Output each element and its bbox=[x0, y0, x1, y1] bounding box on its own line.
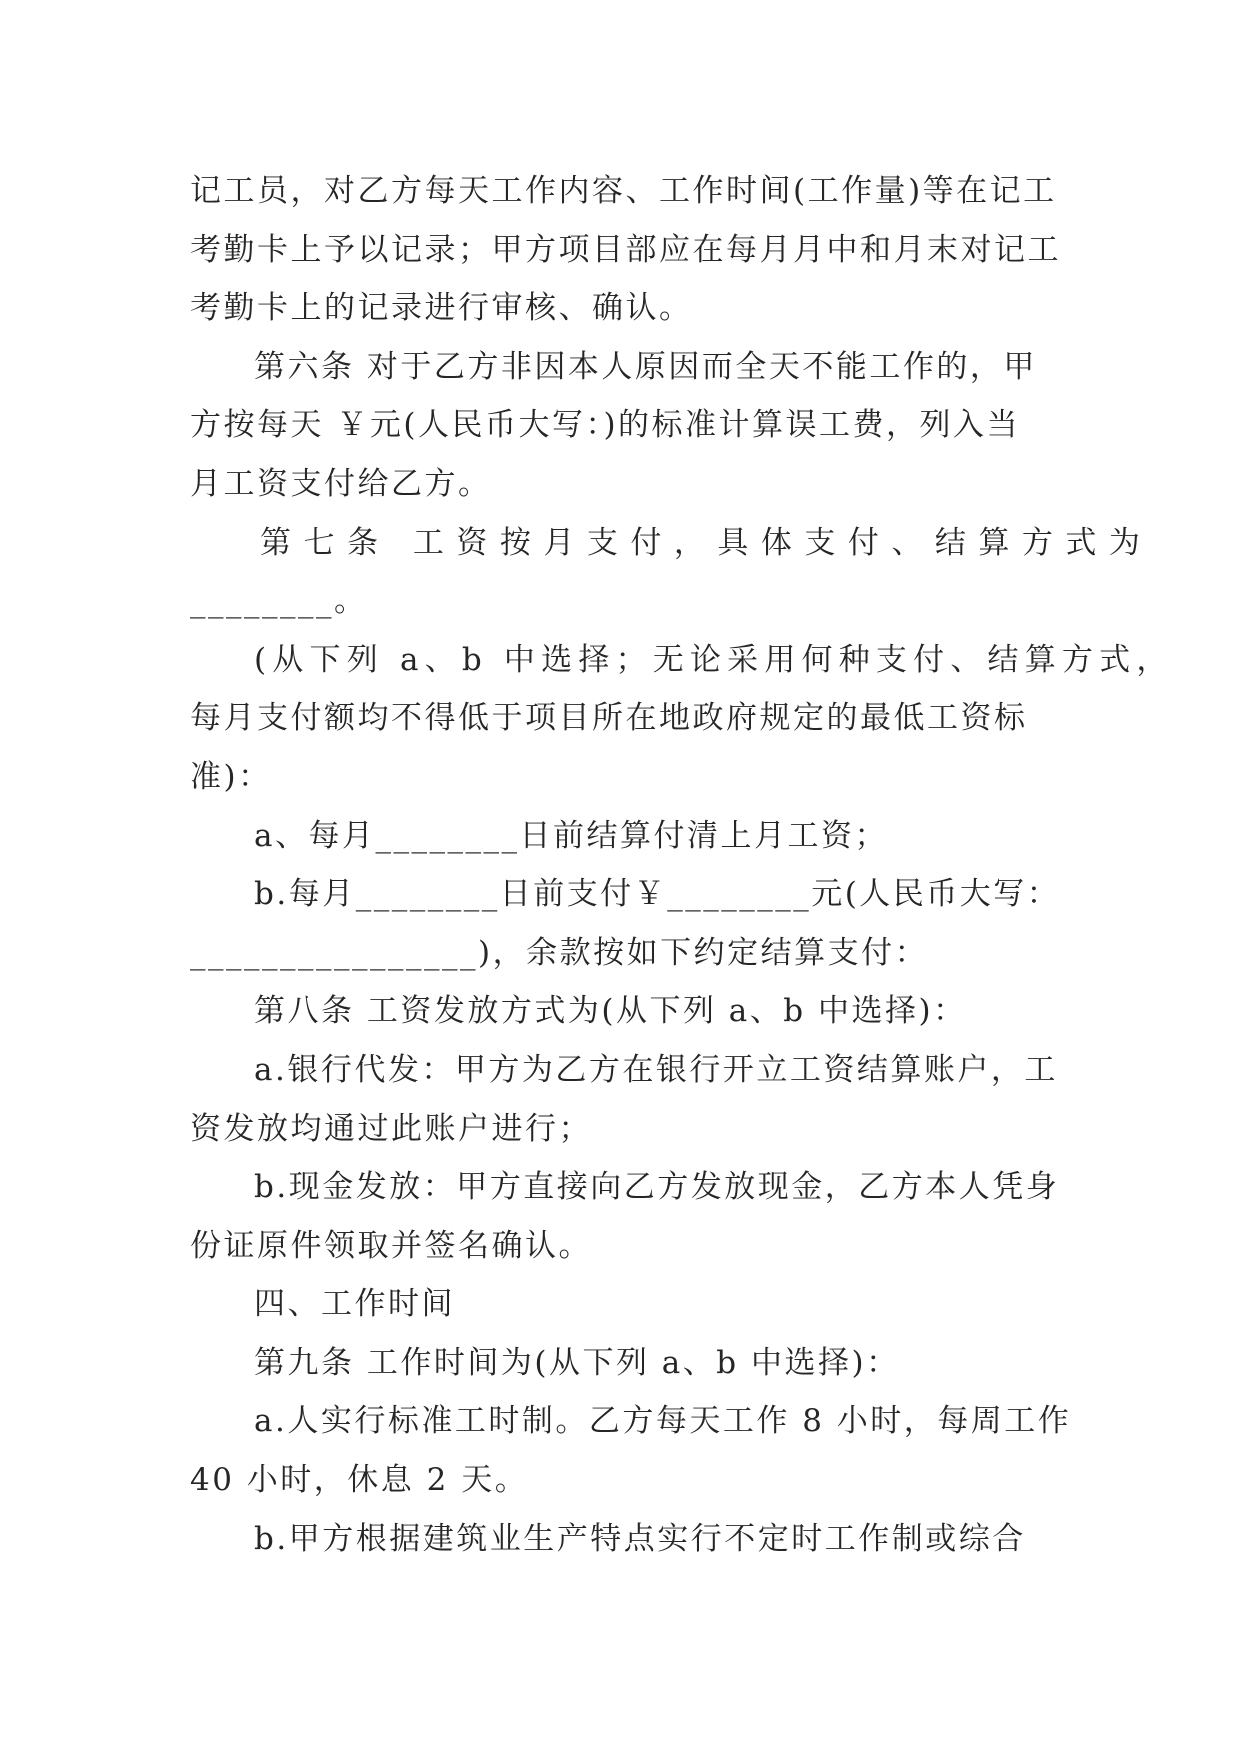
text-line: ________________)，余款按如下约定结算支付： bbox=[190, 934, 929, 971]
text-line: 资发放均通过此账户进行； bbox=[190, 1110, 592, 1147]
document-body bbox=[190, 162, 1174, 1568]
option-b-line: b.甲方根据建筑业生产特点实行不定时工作制或综合 bbox=[254, 1520, 1026, 1557]
option-b-line: b.每月________日前支付￥________元(人民币大写： bbox=[254, 876, 1061, 913]
section-4-heading: 四、工作时间 bbox=[254, 1286, 455, 1323]
text-line: 考勤卡上予以记录；甲方项目部应在每月月中和月末对记工 bbox=[190, 231, 1061, 268]
text-line: 准)： bbox=[190, 758, 272, 795]
text-line: 每月支付额均不得低于项目所在地政府规定的最低工资标 bbox=[190, 700, 1028, 737]
text-line: (从下列 a、b 中选择；无论采用何种支付、结算方式， bbox=[254, 641, 1174, 678]
option-b-line: b.现金发放：甲方直接向乙方发放现金，乙方本人凭身 bbox=[254, 1169, 1060, 1206]
text-line: 月工资支付给乙方。 bbox=[190, 465, 492, 502]
article-8-heading: 第八条 工资发放方式为(从下列 a、b 中选择)： bbox=[254, 993, 967, 1030]
article-9-heading: 第九条 工作时间为(从下列 a、b 中选择)： bbox=[254, 1344, 900, 1381]
article-6-heading: 第六条 对于乙方非因本人原因而全天不能工作的，甲 bbox=[254, 348, 1037, 385]
article-7-heading: 第七条 工资按月支付，具体支付、结算方式为 bbox=[260, 524, 1153, 561]
text-line: 记工员，对乙方每天工作内容、工作时间(工作量)等在记工 bbox=[190, 173, 1057, 209]
option-a-line: a.人实行标准工时制。乙方每天工作 8 小时，每周工作 bbox=[254, 1403, 1072, 1440]
text-line: 份证原件领取并签名确认。 bbox=[190, 1227, 592, 1264]
text-line: 方按每天 ￥元(人民币大写：)的标准计算误工费，列入当 bbox=[190, 407, 1021, 444]
text-line: 考勤卡上的记录进行审核、确认。 bbox=[190, 290, 693, 327]
blank-fill-line: ________。 bbox=[190, 583, 368, 620]
option-a-line: a、每月________日前结算付清上月工资； bbox=[254, 817, 888, 854]
option-a-line: a.银行代发：甲方为乙方在银行开立工资结算账户，工 bbox=[254, 1051, 1058, 1088]
text-line: 40 小时，休息 2 天。 bbox=[190, 1462, 529, 1499]
